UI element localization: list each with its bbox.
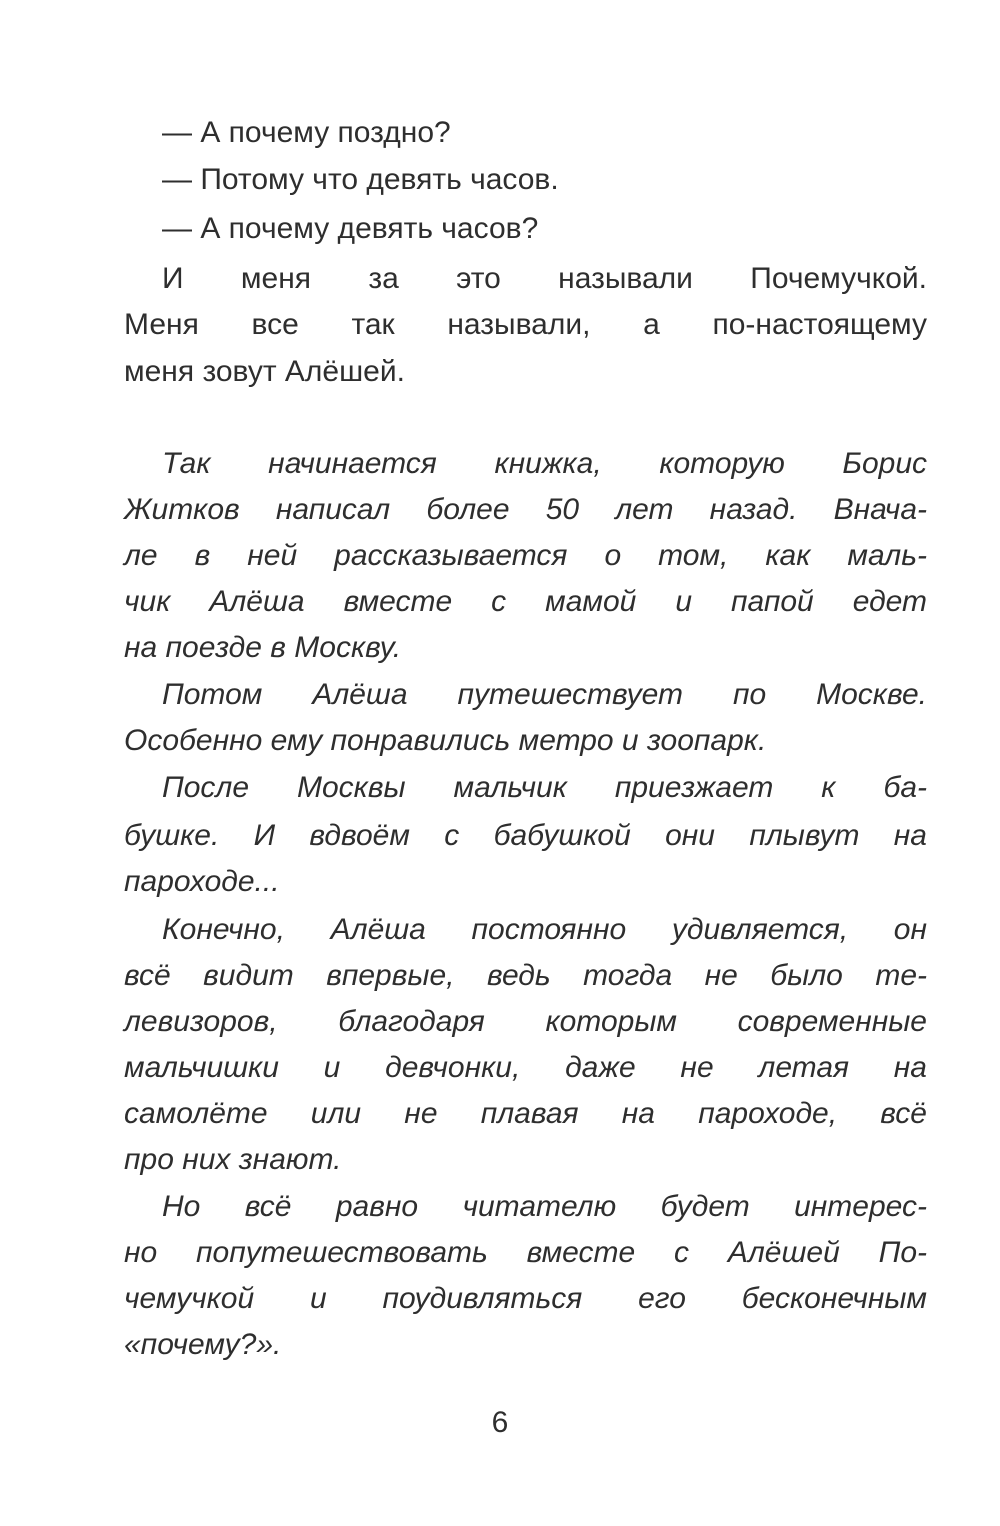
text-line: но попутешествовать вместе с Алёшей По- bbox=[124, 1236, 927, 1269]
text-line: левизоров, благодаря которым современные bbox=[124, 1005, 927, 1038]
text-line: Но всё равно читателю будет интерес- bbox=[162, 1190, 927, 1223]
text-line: Потом Алёша путешествует по Москве. bbox=[162, 678, 927, 711]
text-line: ле в ней рассказывается о том, как маль- bbox=[124, 539, 927, 572]
text-line: Меня все так называли, а по-настоящему bbox=[124, 308, 927, 341]
text-line: чемучкой и поудивляться его бесконечным bbox=[124, 1282, 927, 1315]
text-line: самолёте или не плавая на пароходе, всё bbox=[124, 1097, 927, 1130]
text-line: И меня за это называли Почемучкой. bbox=[162, 262, 927, 295]
text-line: всё видит впервые, ведь тогда не было те- bbox=[124, 959, 927, 992]
text-line: Конечно, Алёша постоянно удивляется, он bbox=[162, 913, 927, 946]
text-line: на поезде в Москву. bbox=[124, 631, 402, 664]
text-line: Так начинается книжка, которую Борис bbox=[162, 447, 927, 480]
text-line: «почему?». bbox=[124, 1328, 282, 1361]
text-line: Житков написал более 50 лет назад. Внача- bbox=[124, 493, 927, 526]
text-line: Особенно ему понравились метро и зоопарк. bbox=[124, 724, 767, 757]
text-line: — А почему девять часов? bbox=[162, 212, 539, 245]
page-number: 6 bbox=[491, 1406, 509, 1439]
text-line: пароходе... bbox=[124, 865, 280, 898]
text-line: меня зовут Алёшей. bbox=[124, 355, 405, 388]
text-line: — Потому что девять часов. bbox=[162, 163, 559, 196]
text-line: — А почему поздно? bbox=[162, 116, 451, 149]
text-line: После Москвы мальчик приезжает к ба- bbox=[162, 771, 927, 804]
text-line: бушке. И вдвоём с бабушкой они плывут на bbox=[124, 819, 927, 852]
text-line: чик Алёша вместе с мамой и папой едет bbox=[124, 585, 927, 618]
text-line: мальчишки и девчонки, даже не летая на bbox=[124, 1051, 927, 1084]
text-line: про них знают. bbox=[124, 1143, 342, 1176]
